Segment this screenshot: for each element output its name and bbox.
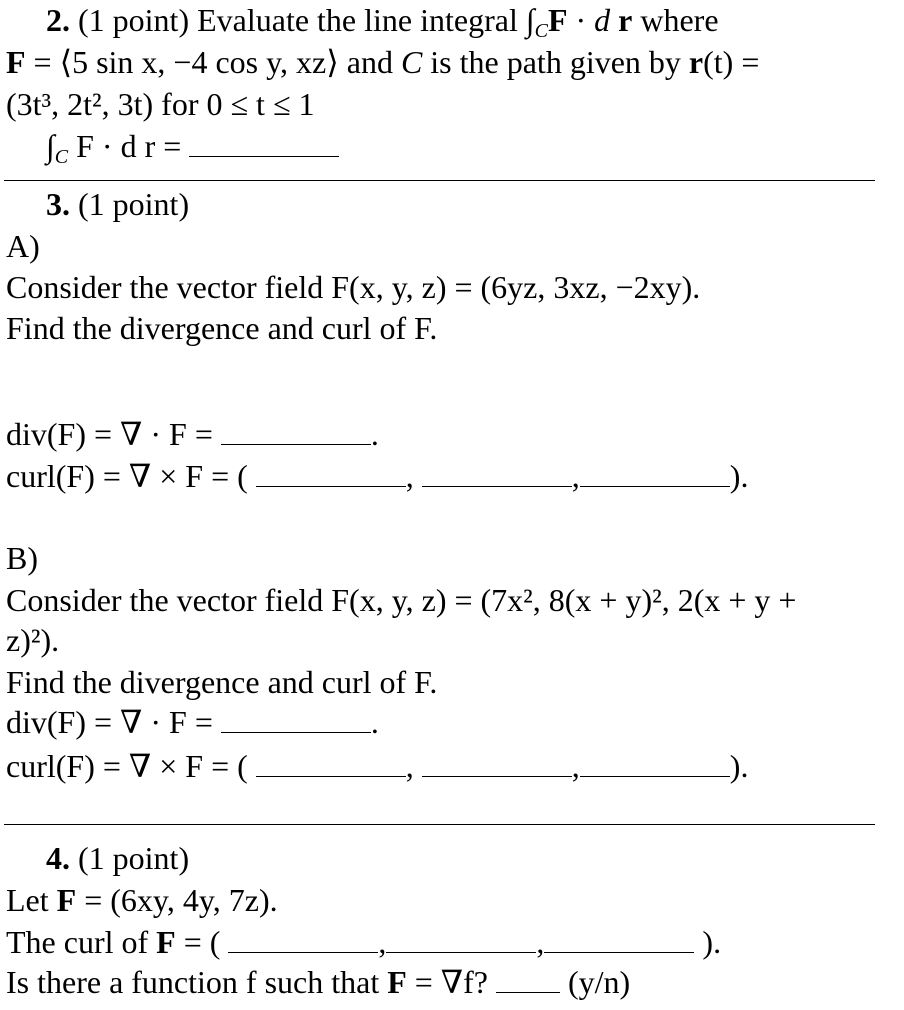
curl-y-blank[interactable] [422,775,572,777]
problem-4-header [46,838,189,878]
problem-4-question-row: Is there a function f such that F = ∇f? (y/n) [6,964,631,1000]
problem-4-curl-row: The curl of F = ( , , ). [6,924,722,960]
divider [4,824,875,825]
curl-prompt: curl(F) = ∇ × F = ( [6,458,248,494]
problem-3-header [46,184,189,224]
div-answer-blank[interactable] [221,443,371,445]
part-b-div-row: div(F) = ∇ · F = . [6,704,379,740]
points-label: (1 point) [78,840,190,876]
answer-blank[interactable] [189,155,339,157]
problem-2-answer-row [46,126,339,166]
part-a-label: A) [6,228,40,264]
integral-symbol: $\int_C$ [46,128,69,168]
curl-prompt: curl(F) = ∇ × F = ( [6,748,248,784]
field-definition: = (6xy, 4y, 7z). [84,882,278,918]
problem-number: 4. [46,840,70,876]
curl-x-blank[interactable] [228,951,378,953]
part-a-instruction: Find the divergence and curl of F. [6,310,438,346]
curl-y-blank[interactable] [422,485,572,487]
curl-x-blank[interactable] [256,485,406,487]
curl-z-blank[interactable] [580,775,730,777]
points-label: (1 point) [78,2,190,38]
part-a-div-row: div(F) = ∇ · F = . [6,416,379,452]
problem-2-line-1: 2. (1 point) Evaluate the line integral $\int_CF \cdot d$ r where [46,2,719,42]
problem-text: where [640,2,719,38]
div-prompt: div(F) = ∇ · F = [6,416,213,452]
part-b-instruction: Find the divergence and curl of F. [6,664,438,700]
field-definition: = ⟨5 sin x, −4 cos y, xz⟩ [33,44,339,80]
div-answer-blank[interactable] [221,731,371,733]
divider [4,180,875,181]
div-prompt: div(F) = ∇ · F = [6,704,213,740]
path-definition: (3t³, 2t², 3t) for 0 ≤ t ≤ 1 [6,86,315,122]
points-label: (1 point) [78,186,190,222]
problem-number: 2. [46,2,70,38]
part-b-field-line-2: z)²). [6,622,60,658]
yn-hint: (y/n) [568,964,631,1000]
curl-y-blank[interactable] [386,951,536,953]
problem-4-let-row: Let F = (6xy, 4y, 7z). [6,882,278,918]
part-a-field: Consider the vector field F(x, y, z) = (6yz, 3xz, −2xy). [6,269,701,305]
answer-prompt: F · d r = [76,128,182,164]
question-text: Is there a function f such that [6,964,380,1000]
part-b-field-line-1: Consider the vector field F(x, y, z) = (7x², 8(x + y)², 2(x + y + [6,582,797,618]
curl-z-blank[interactable] [580,485,730,487]
integral-symbol: $\int_C$ [525,2,548,42]
problem-2-line-3 [6,84,315,124]
part-a-curl-row: curl(F) = ∇ × F = ( , , ). [6,458,749,494]
part-b-label: B) [6,540,38,576]
curl-z-blank[interactable] [544,951,694,953]
part-b-curl-row: curl(F) = ∇ × F = ( , , ). [6,748,749,784]
yn-answer-blank[interactable] [496,991,560,993]
problem-number: 3. [46,186,70,222]
problem-text: Evaluate the line integral [197,2,518,38]
problem-2-line-2: F = ⟨5 sin x, −4 cos y, xz⟩ and C is the path given by r(t) = [6,44,760,80]
curl-x-blank[interactable] [256,775,406,777]
